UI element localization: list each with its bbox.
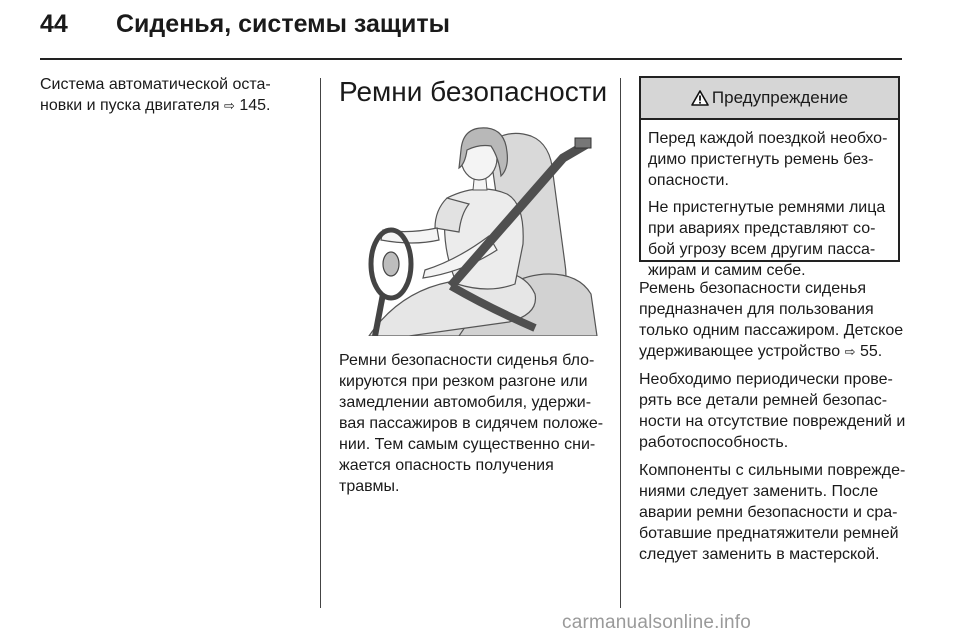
- seatbelt-illustration: [339, 124, 602, 336]
- column-divider-right: [620, 78, 621, 608]
- text-line: замедлении автомобиля, удержи-: [339, 394, 592, 411]
- warning-title: Предупреждение: [711, 88, 849, 107]
- text-line: димо пристегнуть ремень без-: [648, 151, 874, 168]
- seatbelt-maintenance-text: [639, 278, 904, 572]
- warning-header: [641, 78, 898, 120]
- text-line: жается опасность получения: [339, 457, 554, 474]
- text-line: Необходимо периодически прове-: [639, 371, 893, 388]
- cross-reference-text: [40, 74, 315, 116]
- paragraph: [639, 278, 904, 362]
- column-divider-left: [320, 78, 321, 608]
- page-ref-arrow-icon: ⇨: [844, 344, 856, 359]
- text-line: ботавшие преднатяжители ремней: [639, 525, 899, 542]
- text-line: Не пристегнутые ремнями лица: [648, 199, 886, 216]
- text-line: [639, 341, 904, 362]
- text-fragment: удерживающее устройство: [639, 343, 841, 360]
- page-title: Сиденья, системы защиты: [116, 10, 450, 38]
- text-line: ниями следует заменить. После: [639, 483, 879, 500]
- page-ref-arrow-icon: ⇨: [223, 98, 235, 113]
- page-reference-link[interactable]: 145.: [239, 97, 271, 114]
- seatbelt-description: [339, 350, 609, 497]
- text-line: вая пассажиров в сидячем положе-: [339, 415, 604, 432]
- text-line: рять все детали ремней безопас-: [639, 392, 888, 409]
- text-line: Система автоматической оста-: [40, 76, 271, 93]
- text-line: при авариях представляют со-: [648, 220, 876, 237]
- text-line: Ремень безопасности сиденья: [639, 280, 866, 297]
- text-line: Перед каждой поездкой необхо-: [648, 130, 888, 147]
- warning-triangle-icon: [691, 90, 709, 106]
- warning-box: [639, 76, 900, 279]
- text-line: работоспособность.: [639, 434, 789, 451]
- text-line: только одним пассажиром. Детское: [639, 322, 904, 339]
- text-line: Ремни безопасности сиденья бло-: [339, 352, 595, 369]
- text-line: Компоненты с сильными поврежде-: [639, 462, 906, 479]
- header-divider: [40, 58, 902, 60]
- section-heading: Ремни безопасности: [339, 76, 608, 107]
- warning-paragraph: [648, 197, 891, 281]
- page-reference-link[interactable]: 55.: [859, 343, 883, 360]
- text-line: опасности.: [648, 172, 729, 189]
- text-line: [40, 95, 315, 116]
- text-line: аварии ремни безопасности и сра-: [639, 504, 898, 521]
- text-line: нии. Тем самым существенно сни-: [339, 436, 596, 453]
- text-line: жирам и самим себе.: [648, 262, 806, 279]
- warning-body: [641, 120, 898, 281]
- warning-paragraph: [648, 128, 891, 191]
- text-fragment: новки и пуска двигателя: [40, 97, 220, 114]
- text-line: кируются при резком разгоне или: [339, 373, 588, 390]
- paragraph: [639, 369, 904, 453]
- watermark: carmanualsonline.info: [562, 612, 752, 633]
- text-line: травмы.: [339, 478, 400, 495]
- paragraph: [639, 460, 904, 565]
- text-line: следует заменить в мастерской.: [639, 546, 880, 563]
- text-line: ности на отсутствие повреждений и: [639, 413, 906, 430]
- text-line: предназначен для пользования: [639, 301, 874, 318]
- page-number: 44: [40, 10, 68, 38]
- text-line: бой угрозу всем другим пасса-: [648, 241, 876, 258]
